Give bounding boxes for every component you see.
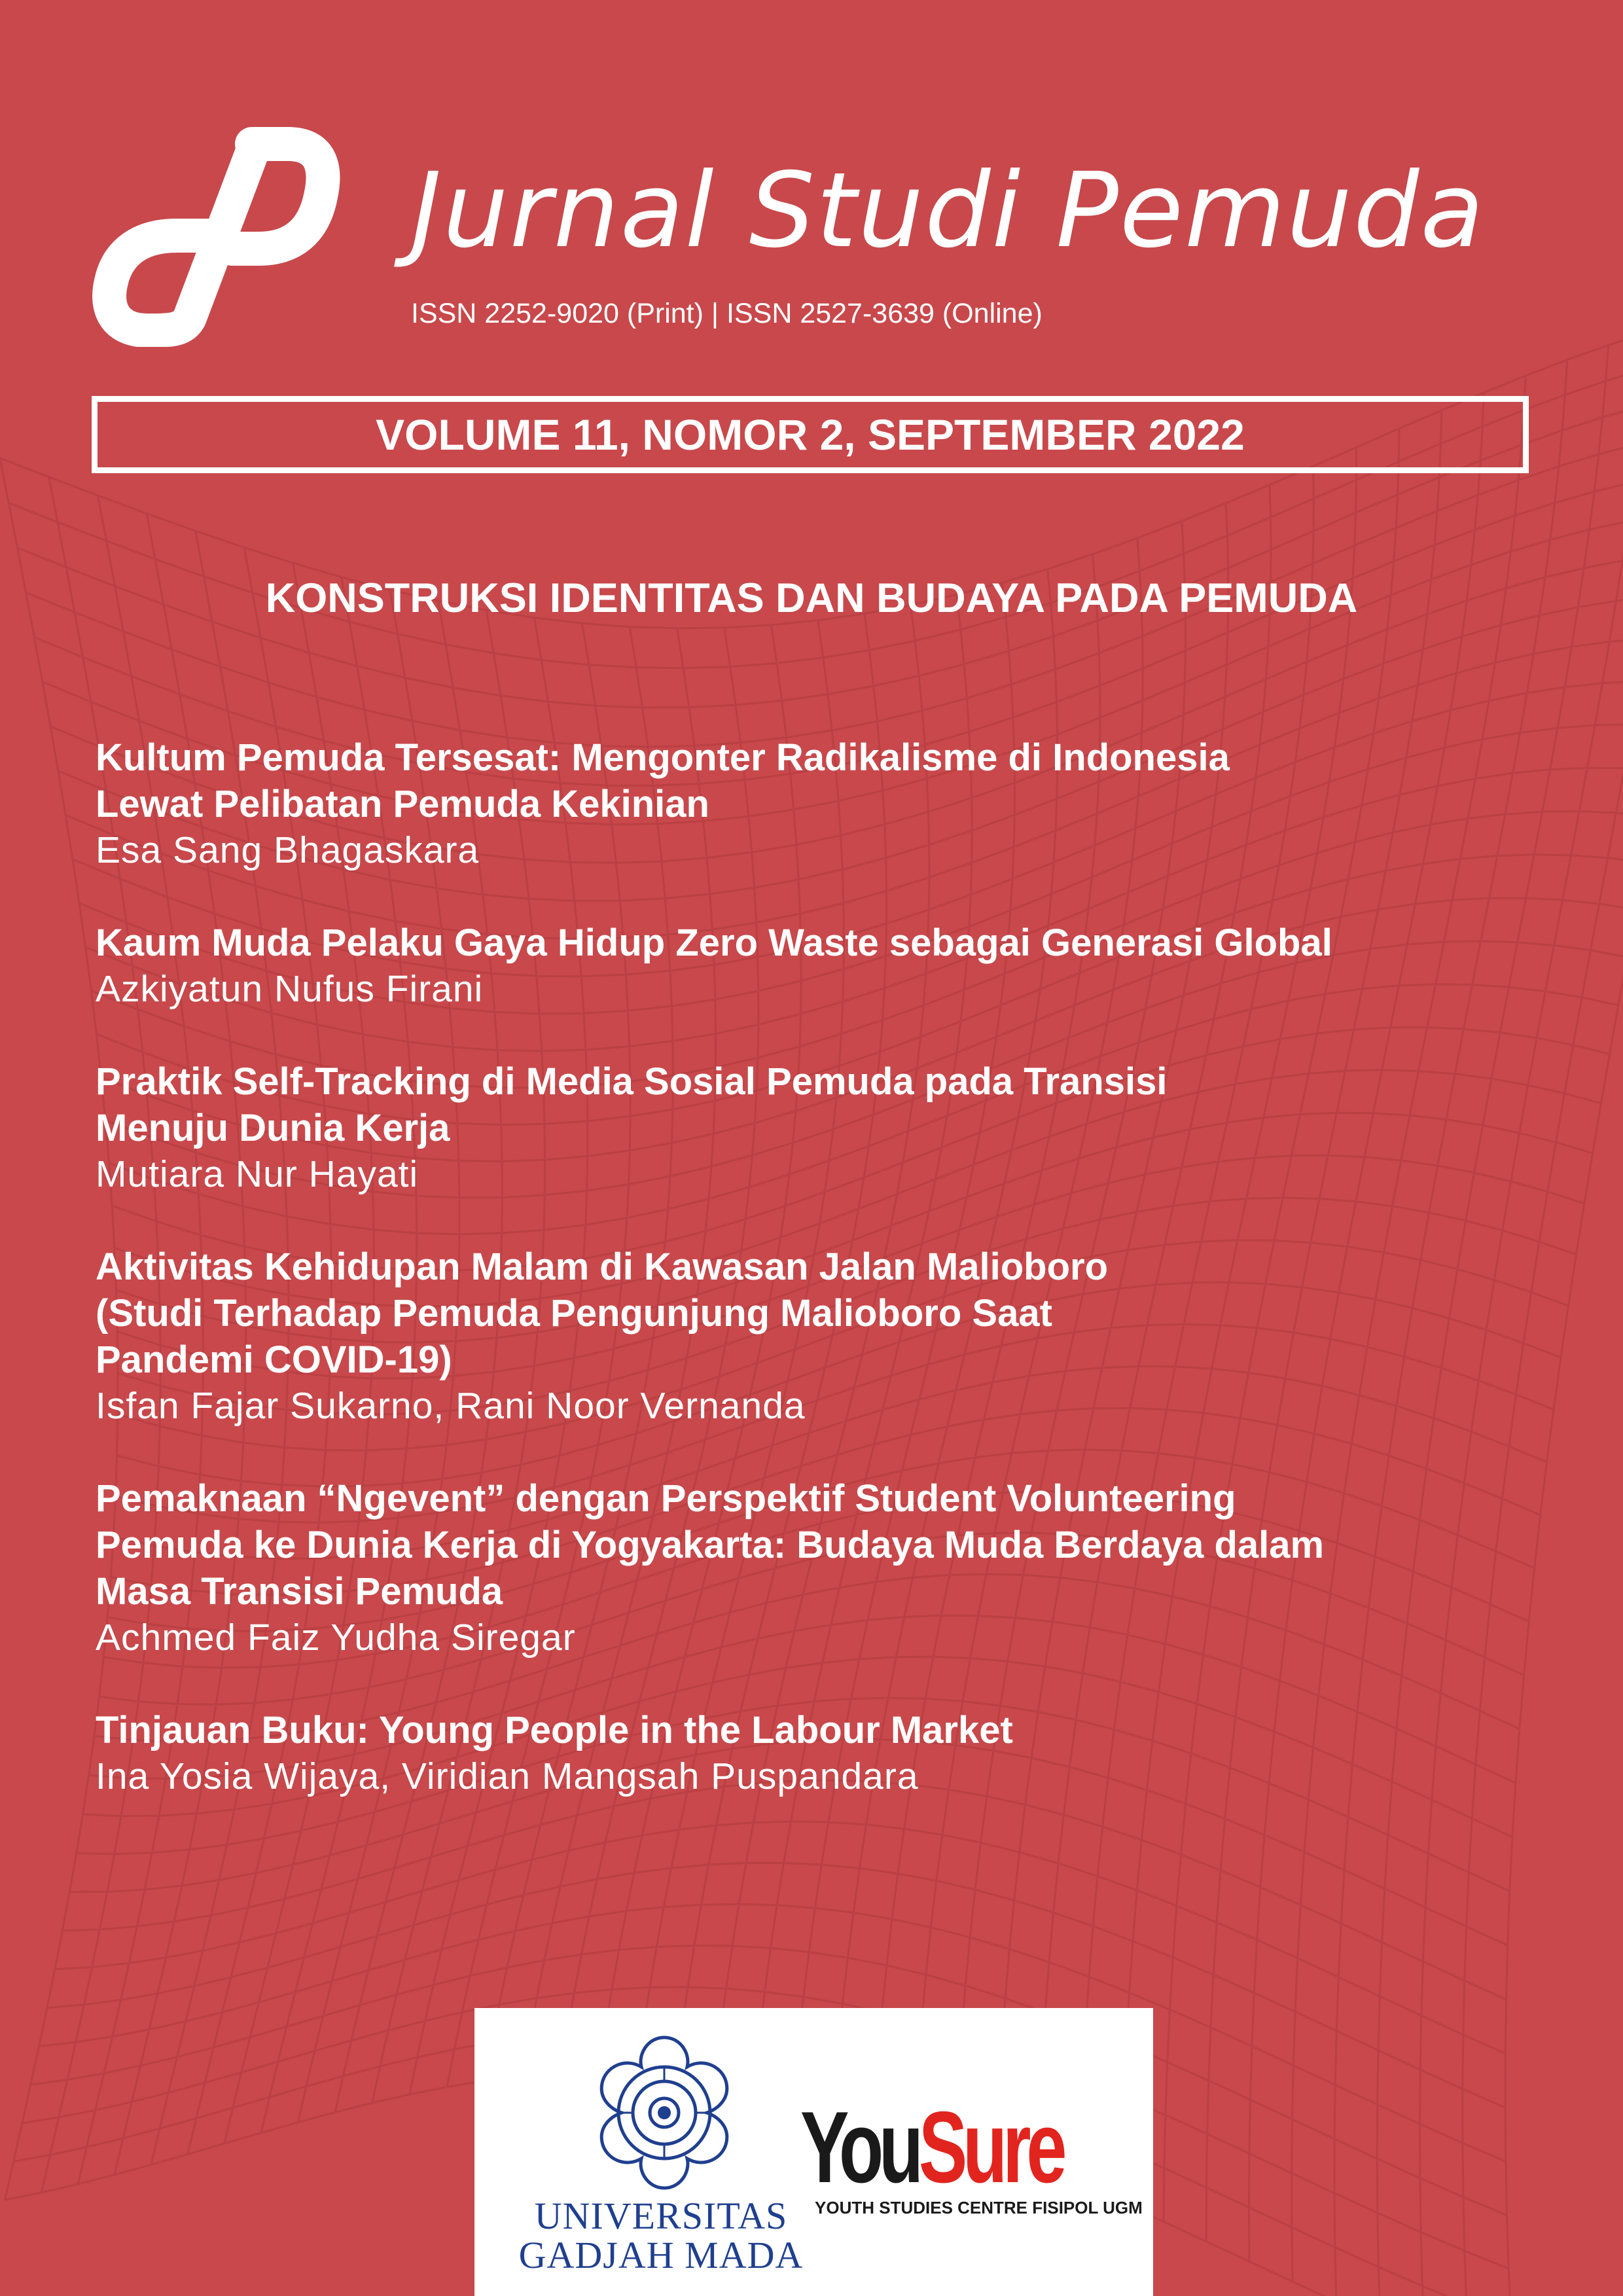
yousure-tagline: YOUTH STUDIES CENTRE FISIPOL UGM (815, 2198, 1143, 2217)
article-title-line: Pemaknaan “Ngevent” dengan Perspektif Student Volunteering (96, 1477, 1236, 1520)
article-author: Isfan Fajar Sukarno, Rani Noor Vernanda (96, 1385, 806, 1427)
ugm-seal-icon (582, 2031, 746, 2195)
article-title-line: Menuju Dunia Kerja (96, 1107, 450, 1149)
article-item (96, 1058, 1561, 1198)
article-author: Azkiyatun Nufus Firani (96, 968, 484, 1010)
yousure-sure: Sure (918, 2090, 1063, 2204)
jsp-logo-icon (92, 121, 340, 347)
article-title-line: Kultum Pemuda Tersesat: Mengonter Radikalisme di Indonesia (96, 736, 1230, 779)
article-list (96, 734, 1561, 1846)
ugm-name-line1: UNIVERSITAS (534, 2195, 788, 2237)
ugm-name (514, 2197, 808, 2275)
article-author: Achmed Faiz Yudha Siregar (96, 1617, 576, 1659)
article-title-line: (Studi Terhadap Pemuda Pengunjung Malioboro Saat (96, 1292, 1052, 1335)
journal-title: Jurnal Studi Pemuda (411, 151, 1486, 271)
issn-info: ISSN 2252-9020 (Print) | ISSN 2527-3639 (Online) (411, 298, 1043, 329)
yousure-you: You (800, 2090, 919, 2204)
article-title-line: Pandemi COVID-19) (96, 1338, 452, 1381)
article-item (96, 920, 1561, 1013)
article-author: Ina Yosia Wijaya, Viridian Mangsah Puspandara (96, 1755, 919, 1797)
article-item (96, 1244, 1561, 1429)
article-title-line: Pemuda ke Dunia Kerja di Yogyakarta: Budaya Muda Berdaya dalam (96, 1524, 1325, 1566)
issue-theme: KONSTRUKSI IDENTITAS DAN BUDAYA PADA PEMUDA (265, 575, 1358, 621)
yousure-logo (800, 2092, 1062, 2203)
article-title-line: Masa Transisi Pemuda (96, 1570, 503, 1613)
sponsor-logos (474, 2008, 1153, 2296)
article-item (96, 1475, 1561, 1661)
article-title-line: Aktivitas Kehidupan Malam di Kawasan Jalan Malioboro (96, 1246, 1109, 1288)
article-title-line: Praktik Self-Tracking di Media Sosial Pemuda pada Transisi (96, 1060, 1168, 1103)
article-author: Esa Sang Bhagaskara (96, 829, 480, 871)
volume-box (92, 396, 1529, 473)
article-title-line: Tinjauan Buku: Young People in the Labour Market (96, 1709, 1013, 1751)
ugm-name-line2: GADJAH MADA (518, 2234, 804, 2276)
article-item (96, 734, 1561, 874)
article-title-line: Lewat Pelibatan Pemuda Kekinian (96, 783, 709, 825)
article-author: Mutiara Nur Hayati (96, 1153, 419, 1195)
volume-text: VOLUME 11, NOMOR 2, SEPTEMBER 2022 (376, 410, 1245, 459)
article-title-line: Kaum Muda Pelaku Gaya Hidup Zero Waste sebagai Generasi Global (96, 922, 1332, 964)
article-item (96, 1707, 1561, 1800)
